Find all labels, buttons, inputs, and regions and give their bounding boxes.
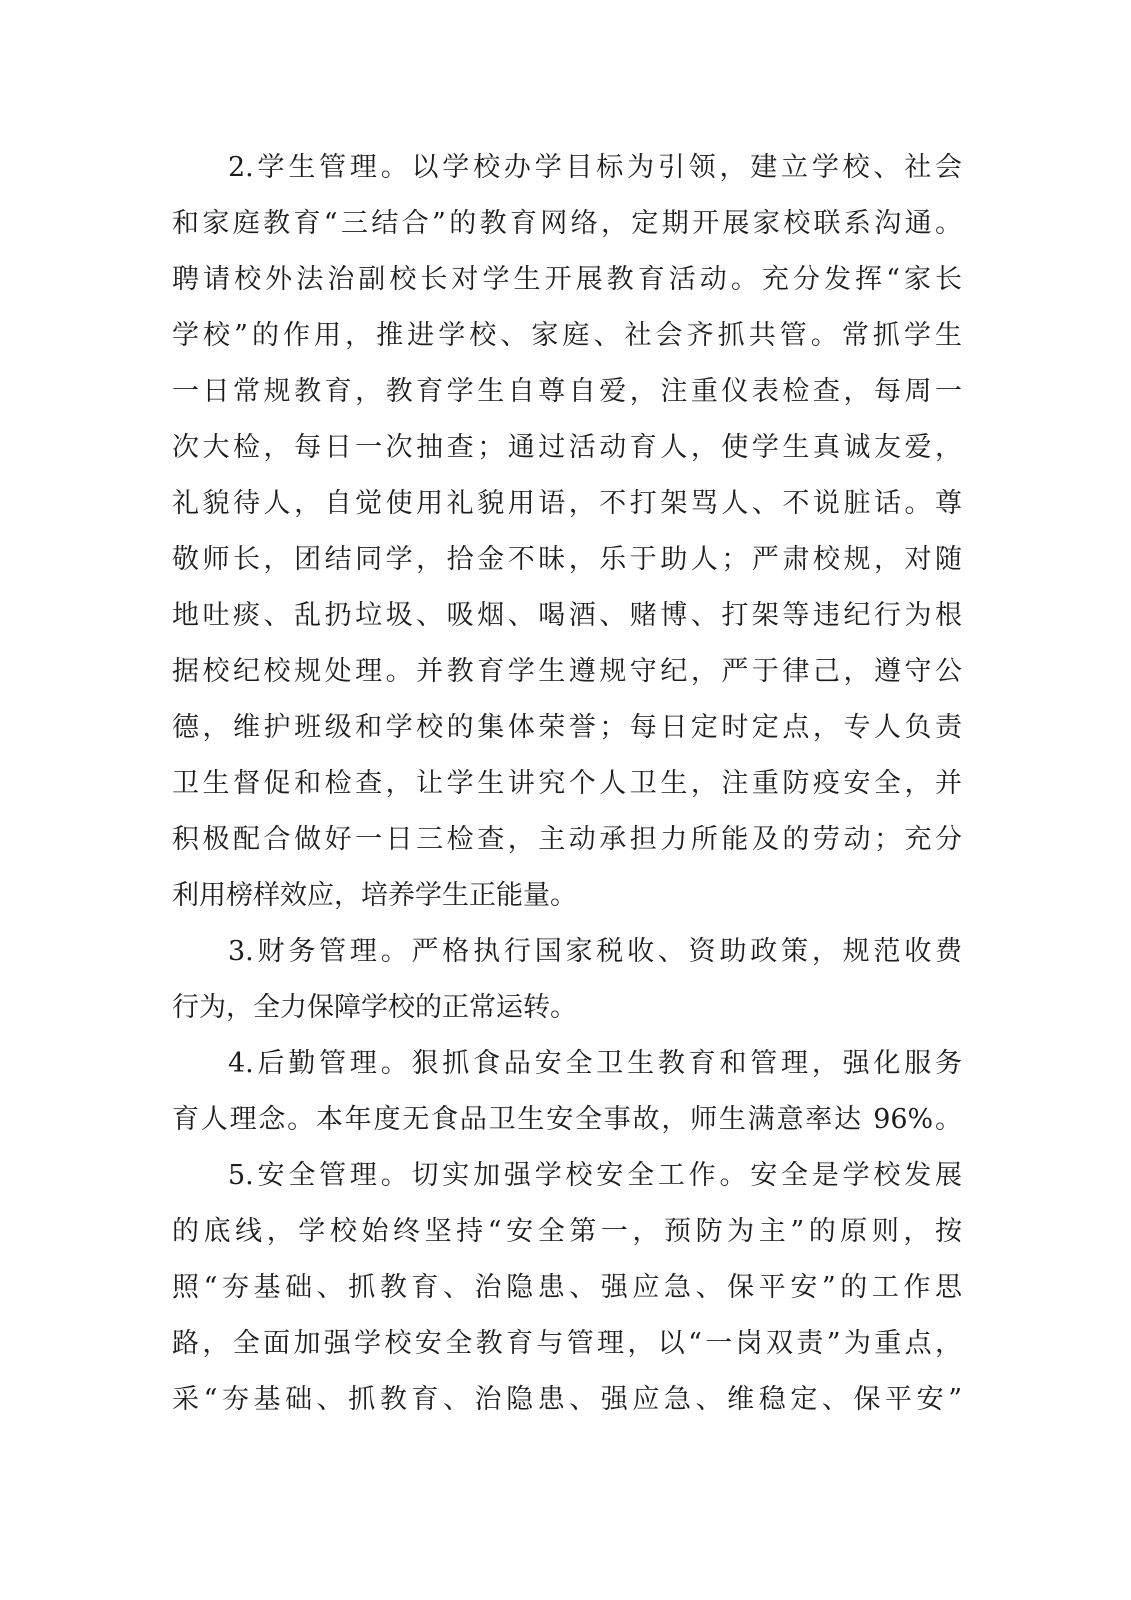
paragraph-student-management-line-12: 卫生督促和检查，让学生讲究个人卫生，注重防疫安全，并 (172, 768, 962, 799)
paragraph-safety-management-line-2: 的底线，学校始终坚持“安全第一，预防为主”的原则，按 (172, 1216, 962, 1247)
paragraph-student-management-line-2: 和家庭教育“三结合”的教育网络，定期开展家校联系沟通。 (172, 208, 962, 239)
paragraph-safety-management-line-4: 路，全面加强学校安全教育与管理，以“一岗双责”为重点， (172, 1328, 962, 1359)
paragraph-student-management-line-11: 德，维护班级和学校的集体荣誉；每日定时定点，专人负责 (172, 712, 962, 743)
paragraph-logistics-management-line-2: 育人理念。本年度无食品卫生安全事故，师生满意率达 96%。 (172, 1104, 962, 1135)
paragraph-finance-management-line-2: 行为，全力保障学校的正常运转。 (172, 992, 577, 1023)
paragraph-student-management-line-13: 积极配合做好一日三检查，主动承担力所能及的劳动；充分 (172, 824, 962, 855)
paragraph-student-management-line-6: 次大检，每日一次抽查；通过活动育人，使学生真诚友爱， (172, 432, 962, 463)
paragraph-student-management-line-1: 2.学生管理。以学校办学目标为引领，建立学校、社会 (228, 152, 962, 183)
paragraph-logistics-management-line-1: 4.后勤管理。狠抓食品安全卫生教育和管理，强化服务 (228, 1048, 962, 1079)
paragraph-student-management-line-14: 利用榜样效应，培养学生正能量。 (172, 880, 577, 911)
paragraph-safety-management-line-1: 5.安全管理。切实加强学校安全工作。安全是学校发展 (228, 1160, 962, 1191)
paragraph-student-management-line-10: 据校纪校规处理。并教育学生遵规守纪，严于律己，遵守公 (172, 656, 962, 687)
paragraph-student-management-line-9: 地吐痰、乱扔垃圾、吸烟、喝酒、赌博、打架等违纪行为根 (172, 600, 962, 631)
paragraph-student-management-line-5: 一日常规教育，教育学生自尊自爱，注重仪表检查，每周一 (172, 376, 962, 407)
paragraph-finance-management-line-1: 3.财务管理。严格执行国家税收、资助政策，规范收费 (228, 936, 962, 967)
paragraph-student-management-line-3: 聘请校外法治副校长对学生开展教育活动。充分发挥“家长 (172, 264, 962, 295)
paragraph-safety-management-line-5: 采“夯基础、抓教育、治隐患、强应急、维稳定、保平安” (172, 1384, 962, 1415)
paragraph-student-management-line-4: 学校”的作用，推进学校、家庭、社会齐抓共管。常抓学生 (172, 320, 962, 351)
paragraph-student-management-line-8: 敬师长，团结同学，拾金不昧，乐于助人；严肃校规，对随 (172, 544, 962, 575)
paragraph-student-management-line-7: 礼貌待人，自觉使用礼貌用语，不打架骂人、不说脏话。尊 (172, 488, 962, 519)
paragraph-safety-management-line-3: 照“夯基础、抓教育、治隐患、强应急、保平安”的工作思 (172, 1272, 962, 1303)
